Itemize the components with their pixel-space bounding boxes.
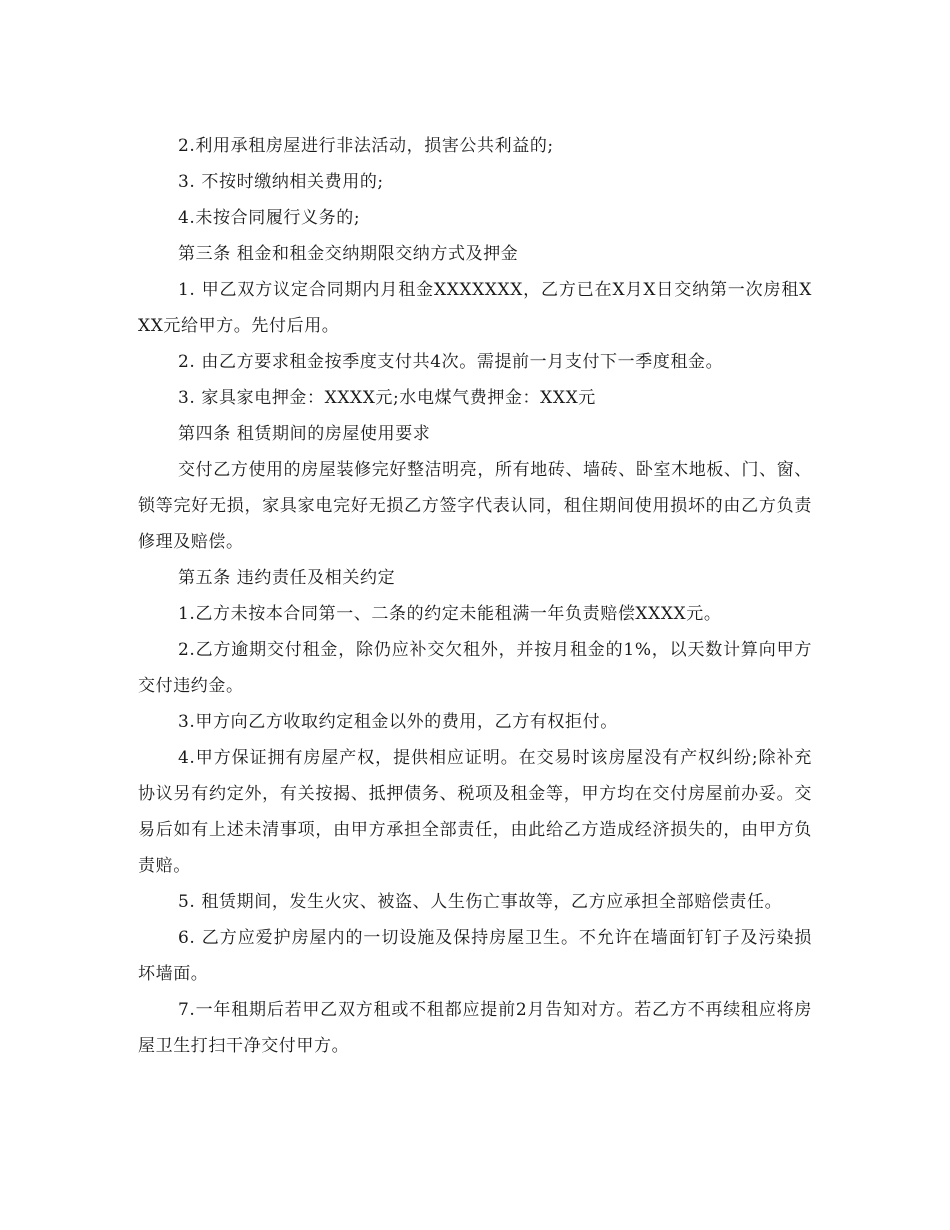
clause-item: 3.甲方向乙方收取约定租金以外的费用，乙方有权拒付。 [178,712,618,732]
clause-item: 6. 乙方应爱护房屋内的一切设施及保持房屋卫生。不允许在墙面钉钉子及污染损坏墙面。 [138,928,812,984]
clause-item: 5. 租赁期间，发生火灾、被盗、人生伤亡事故等，乙方应承担全部赔偿责任。 [178,892,783,912]
clause-item: 1.乙方未按本合同第一、二条的约定未能租满一年负责赔偿XXXX元。 [178,604,722,624]
clause-item: 2. 由乙方要求租金按季度支付共4次。需提前一月支付下一季度租金。 [178,352,724,372]
section-heading: 第三条 租金和租金交纳期限交纳方式及押金 [178,244,519,264]
clause-item: 3. 不按时缴纳相关费用的; [178,172,384,192]
clause-item: 1. 甲乙双方议定合同期内月租金XXXXXXX，乙方已在X月X日交纳第一次房租XXX元给甲方。先付后用。 [138,280,812,336]
document-body [138,128,812,1064]
clause-item: 4.甲方保证拥有房屋产权，提供相应证明。在交易时该房屋没有产权纠纷;除补充协议另有约定外，有关按揭、抵押债务、税项及租金等，甲方均在交付房屋前办妥。交易后如有上述未清事项，由甲方承担全部责任，由此给乙方造成经济损失的，由甲方负责赔。 [138,748,812,876]
clause-item: 2.利用承租房屋进行非法活动，损害公共利益的; [178,136,554,156]
section-heading: 第五条 违约责任及相关约定 [178,568,396,588]
section-heading: 第四条 租赁期间的房屋使用要求 [178,424,431,444]
clause-item: 2.乙方逾期交付租金，除仍应补交欠租外，并按月租金的1%，以天数计算向甲方交付违约金。 [138,640,812,696]
clause-item: 交付乙方使用的房屋装修完好整洁明亮，所有地砖、墙砖、卧室木地板、门、窗、锁等完好无损，家具家电完好无损乙方签字代表认同，租住期间使用损坏的由乙方负责修理及赔偿。 [138,460,812,552]
clause-item: 7.一年租期后若甲乙双方租或不租都应提前2月告知对方。若乙方不再续租应将房屋卫生打扫干净交付甲方。 [138,1000,812,1056]
clause-item: 4.未按合同履行义务的; [178,208,361,228]
clause-item: 3. 家具家电押金：XXXX元;水电煤气费押金：XXX元 [178,388,596,408]
